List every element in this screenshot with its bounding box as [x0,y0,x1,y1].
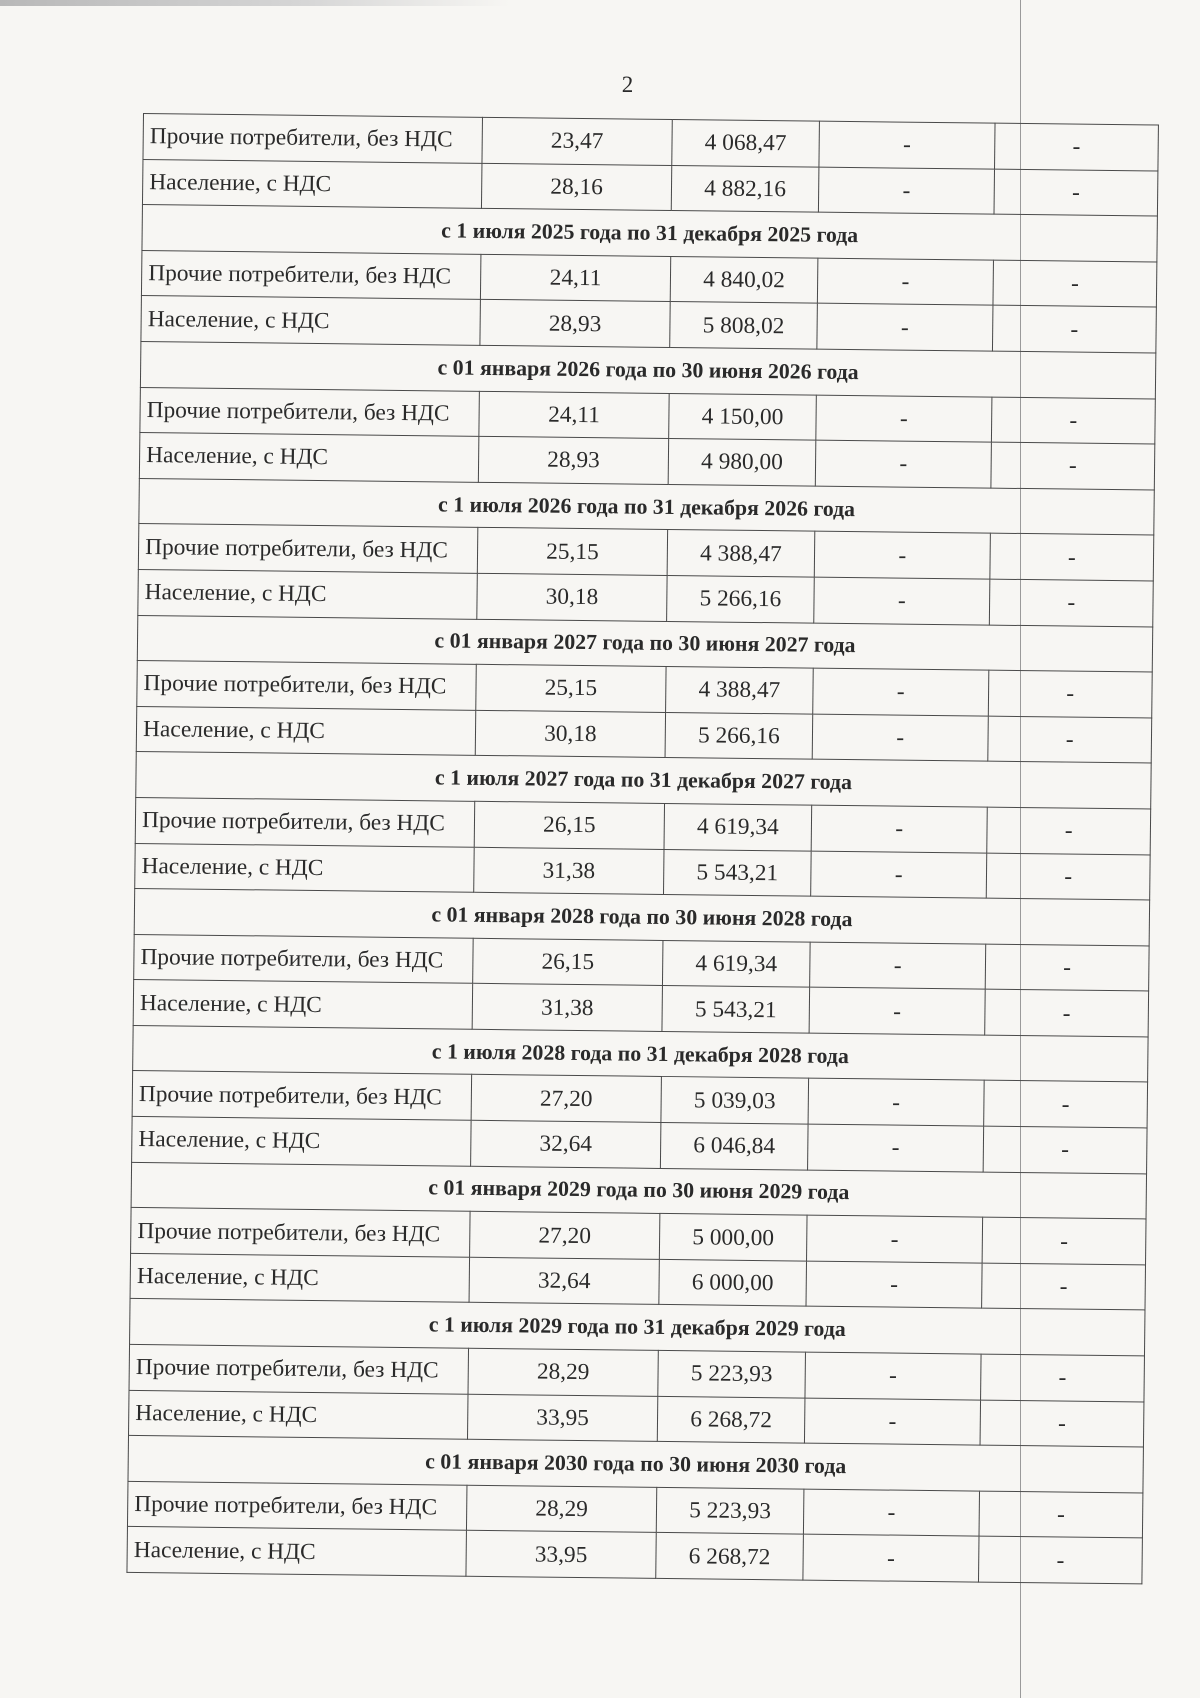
consumer-category-cell: Население, с НДС [132,1117,472,1166]
tariff-table-body [127,114,1158,1584]
period-title: с 01 января 2026 года по 30 июня 2026 года [140,341,1155,398]
period-title: с 01 января 2028 года по 30 июня 2028 года [134,889,1149,946]
empty-value-cell: - [986,853,1150,900]
price-value-cell: 4 150,00 [669,393,817,440]
price-value-cell: 5 543,21 [662,986,810,1033]
period-title: с 1 июля 2027 года по 31 декабря 2027 года [136,752,1151,809]
rate-value-cell: 26,15 [473,938,663,986]
price-value-cell: 6 046,84 [660,1123,808,1170]
period-title: с 01 января 2029 года по 30 июня 2029 года [131,1162,1146,1219]
rate-value-cell: 27,20 [470,1212,660,1260]
empty-value-cell: - [980,1400,1144,1447]
period-title: с 1 июля 2026 года по 31 декабря 2026 года [139,478,1154,535]
empty-value-cell: - [806,1261,982,1309]
empty-value-cell: - [809,987,985,1035]
rate-value-cell: 28,29 [468,1348,658,1396]
price-value-cell: 5 223,93 [656,1487,804,1534]
price-value-cell: 4 068,47 [672,120,820,167]
period-title: с 01 января 2027 года по 30 июня 2027 года [137,615,1152,672]
empty-value-cell: - [994,169,1158,216]
price-value-cell: 5 808,02 [670,302,818,349]
consumer-category-cell: Прочие потребители, без НДС [137,661,477,710]
empty-value-cell: - [804,1398,980,1446]
price-value-cell: 4 619,34 [664,803,812,850]
empty-value-cell: - [984,1081,1148,1128]
consumer-category-cell: Население, с НДС [127,1527,467,1576]
period-title: с 1 июля 2028 года по 31 декабря 2028 года [133,1025,1148,1082]
empty-value-cell: - [803,1534,979,1582]
empty-value-cell: - [992,306,1156,353]
rate-value-cell: 24,11 [480,254,670,302]
empty-value-cell: - [981,1354,1145,1401]
rate-value-cell: 33,95 [467,1394,657,1442]
empty-value-cell: - [810,942,986,990]
empty-value-cell: - [808,1124,984,1172]
consumer-category-cell: Прочие потребители, без НДС [127,1481,467,1530]
tariff-table [126,113,1159,1584]
consumer-category-cell: Население, с НДС [141,296,481,345]
empty-value-cell: - [817,304,993,352]
rate-value-cell: 26,15 [474,801,664,849]
consumer-category-cell: Прочие потребители, без НДС [131,1208,471,1257]
period-title: с 1 июля 2029 года по 31 декабря 2029 года [130,1299,1145,1356]
price-value-cell: 5 266,16 [667,575,815,622]
empty-value-cell: - [991,442,1155,489]
consumer-category-cell: Прочие потребители, без НДС [138,524,478,573]
empty-value-cell: - [982,1217,1146,1264]
empty-value-cell: - [991,397,1155,444]
consumer-category-cell: Прочие потребители, без НДС [143,114,483,163]
price-value-cell: 4 388,47 [667,530,815,577]
consumer-category-cell: Прочие потребители, без НДС [140,387,480,436]
empty-value-cell: - [983,1126,1147,1173]
empty-value-cell: - [985,944,1149,991]
consumer-category-cell: Население, с НДС [133,980,473,1029]
rate-value-cell: 32,64 [471,1120,661,1168]
price-value-cell: 4 882,16 [671,165,819,212]
empty-value-cell: - [814,531,990,579]
consumer-category-cell: Прочие потребители, без НДС [141,250,481,299]
empty-value-cell: - [988,670,1152,717]
rate-value-cell: 24,11 [479,391,669,439]
consumer-category-cell: Население, с НДС [139,433,479,482]
price-value-cell: 4 840,02 [670,256,818,303]
price-value-cell: 6 268,72 [657,1396,805,1443]
empty-value-cell: - [811,805,987,853]
price-value-cell: 4 619,34 [662,940,810,987]
empty-value-cell: - [987,807,1151,854]
empty-value-cell: - [819,121,995,169]
price-value-cell: 4 388,47 [666,667,814,714]
empty-value-cell: - [990,533,1154,580]
empty-value-cell: - [985,989,1149,1036]
consumer-category-cell: Прочие потребители, без НДС [129,1344,469,1393]
empty-value-cell: - [812,714,988,762]
tariff-document [126,113,1157,1584]
rate-value-cell: 30,18 [475,710,665,758]
rate-value-cell: 32,64 [469,1257,659,1305]
empty-value-cell: - [815,440,991,488]
period-title: с 01 января 2030 года по 30 июня 2030 года [128,1436,1143,1493]
price-value-cell: 5 266,16 [665,712,813,759]
consumer-category-cell: Население, с НДС [129,1390,469,1439]
consumer-category-cell: Население, с НДС [135,843,475,892]
price-value-cell: 6 268,72 [656,1533,804,1580]
price-value-cell: 5 223,93 [658,1350,806,1397]
price-value-cell: 5 000,00 [659,1214,807,1261]
rate-value-cell: 31,38 [474,847,664,895]
empty-value-cell: - [989,579,1153,626]
consumer-category-cell: Прочие потребители, без НДС [134,934,474,983]
rate-value-cell: 30,18 [477,573,667,621]
empty-value-cell: - [816,395,992,443]
consumer-category-cell: Население, с НДС [142,159,482,208]
empty-value-cell: - [982,1263,1146,1310]
empty-value-cell: - [993,260,1157,307]
rate-value-cell: 28,16 [481,163,671,211]
empty-value-cell: - [808,1079,984,1127]
price-value-cell: 5 543,21 [663,849,811,896]
empty-value-cell: - [978,1536,1142,1583]
empty-value-cell: - [813,668,989,716]
price-value-cell: 5 039,03 [661,1077,809,1124]
consumer-category-cell: Прочие потребители, без НДС [135,797,475,846]
consumer-category-cell: Население, с НДС [138,569,478,618]
consumer-category-cell: Прочие потребители, без НДС [132,1071,472,1120]
empty-value-cell: - [995,123,1159,170]
rate-value-cell: 28,93 [480,300,670,348]
rate-value-cell: 28,93 [478,436,668,484]
empty-value-cell: - [817,258,993,306]
price-value-cell: 4 980,00 [668,439,816,486]
empty-value-cell: - [818,167,994,215]
period-title: с 1 июля 2025 года по 31 декабря 2025 года [142,205,1157,262]
price-value-cell: 6 000,00 [659,1259,807,1306]
scan-edge-artifact [0,0,510,6]
empty-value-cell: - [803,1489,979,1537]
rate-value-cell: 33,95 [466,1531,656,1579]
empty-value-cell: - [805,1352,981,1400]
empty-value-cell: - [979,1491,1143,1538]
consumer-category-cell: Население, с НДС [130,1253,470,1302]
consumer-category-cell: Население, с НДС [136,706,476,755]
rate-value-cell: 27,20 [471,1075,661,1123]
page-number: 2 [621,72,634,97]
empty-value-cell: - [988,716,1152,763]
rate-value-cell: 31,38 [472,984,662,1032]
empty-value-cell: - [811,851,987,899]
rate-value-cell: 25,15 [477,528,667,576]
rate-value-cell: 28,29 [466,1485,656,1533]
rate-value-cell: 23,47 [482,117,672,165]
empty-value-cell: - [807,1215,983,1263]
empty-value-cell: - [814,577,990,625]
rate-value-cell: 25,15 [476,664,666,712]
